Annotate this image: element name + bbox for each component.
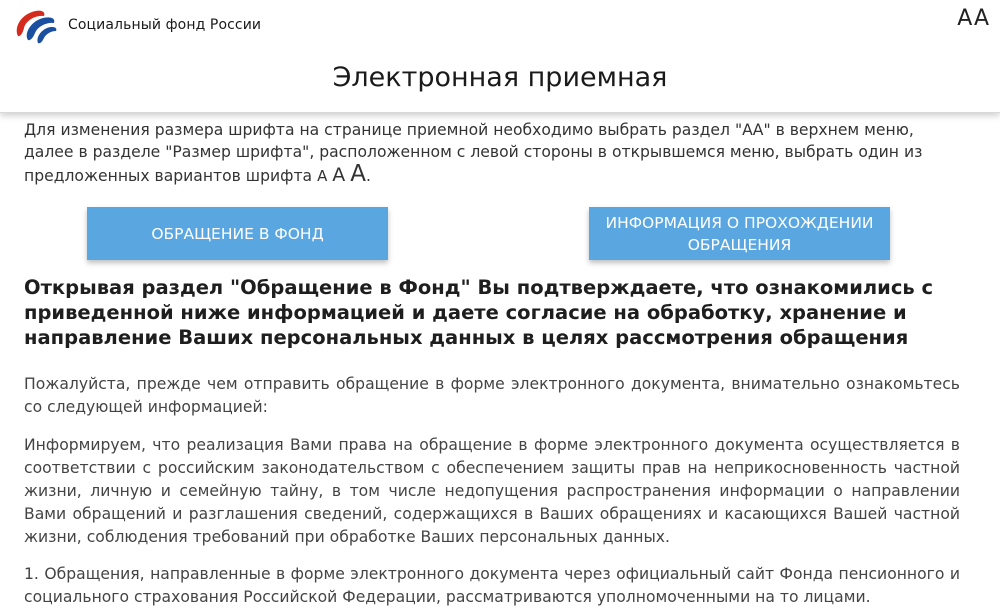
appeal-to-fund-button[interactable]	[87, 207, 388, 260]
page-title: Электронная приемная	[332, 62, 668, 93]
notice-end: .	[366, 167, 371, 185]
appeal-status-button[interactable]	[589, 207, 890, 260]
font-sample-medium: А	[332, 164, 346, 186]
info-paragraph-3: 1. Обращения, направленные в форме электронного документа через официальный сайт Фонда пенсионного и социального страхования Российской Федерации, рассматриваются уполномоченными на то лицами.	[24, 565, 960, 606]
status-button-line2: ОБРАЩЕНИЯ	[687, 235, 792, 254]
consent-heading: Открывая раздел "Обращение в Фонд" Вы подтверждаете, что ознакомились с приведенной ниже информацией и даете согласие на обработку, хранение и направление Ваших персональных данных в целях рассмотрения обращения	[24, 276, 934, 349]
info-paragraph-2: Информируем, что реализация Вами права на обращение в форме электронного документа осуществляется в соответствии с российским законодательством с обеспечением защиты прав на неприкосновенность частной жизни, личную и семейную тайну, в том числе недопущения распространения информации о направлении Вами обращений и разглашения сведений, содержащихся в Ваших обращениях и касающихся Вашей частной жизни, соблюдения требований при обработке Ваших персональных данных.	[24, 436, 960, 546]
font-sample-large: А	[350, 161, 366, 187]
appeal-button-label: ОБРАЩЕНИЕ В ФОНД	[151, 224, 324, 243]
status-button-line1: ИНФОРМАЦИЯ О ПРОХОЖДЕНИИ	[605, 213, 874, 232]
notice-paragraph	[24, 119, 960, 187]
sfr-logo-icon	[14, 6, 60, 44]
logo[interactable]	[14, 6, 261, 44]
font-sample-small: А	[317, 167, 328, 185]
info-paragraph-1: Пожалуйста, прежде чем отправить обращение в форме электронного документа, внимательно ознакомьтесь со следующей информацией:	[24, 375, 960, 416]
font-size-notice	[24, 119, 960, 187]
font-size-menu-button[interactable]: AA	[957, 6, 990, 31]
status-button-label	[605, 212, 873, 256]
org-name: Социальный фонд России	[68, 17, 262, 33]
notice-text: Для изменения размера шрифта на странице приемной необходимо выбрать раздел "АА" в верхнем меню, далее в разделе "Размер шрифта", расположенном с левой стороны в открывшемся меню, выбрать один из предложенных вариантов шрифта	[24, 121, 923, 185]
header-bar	[0, 0, 1000, 113]
